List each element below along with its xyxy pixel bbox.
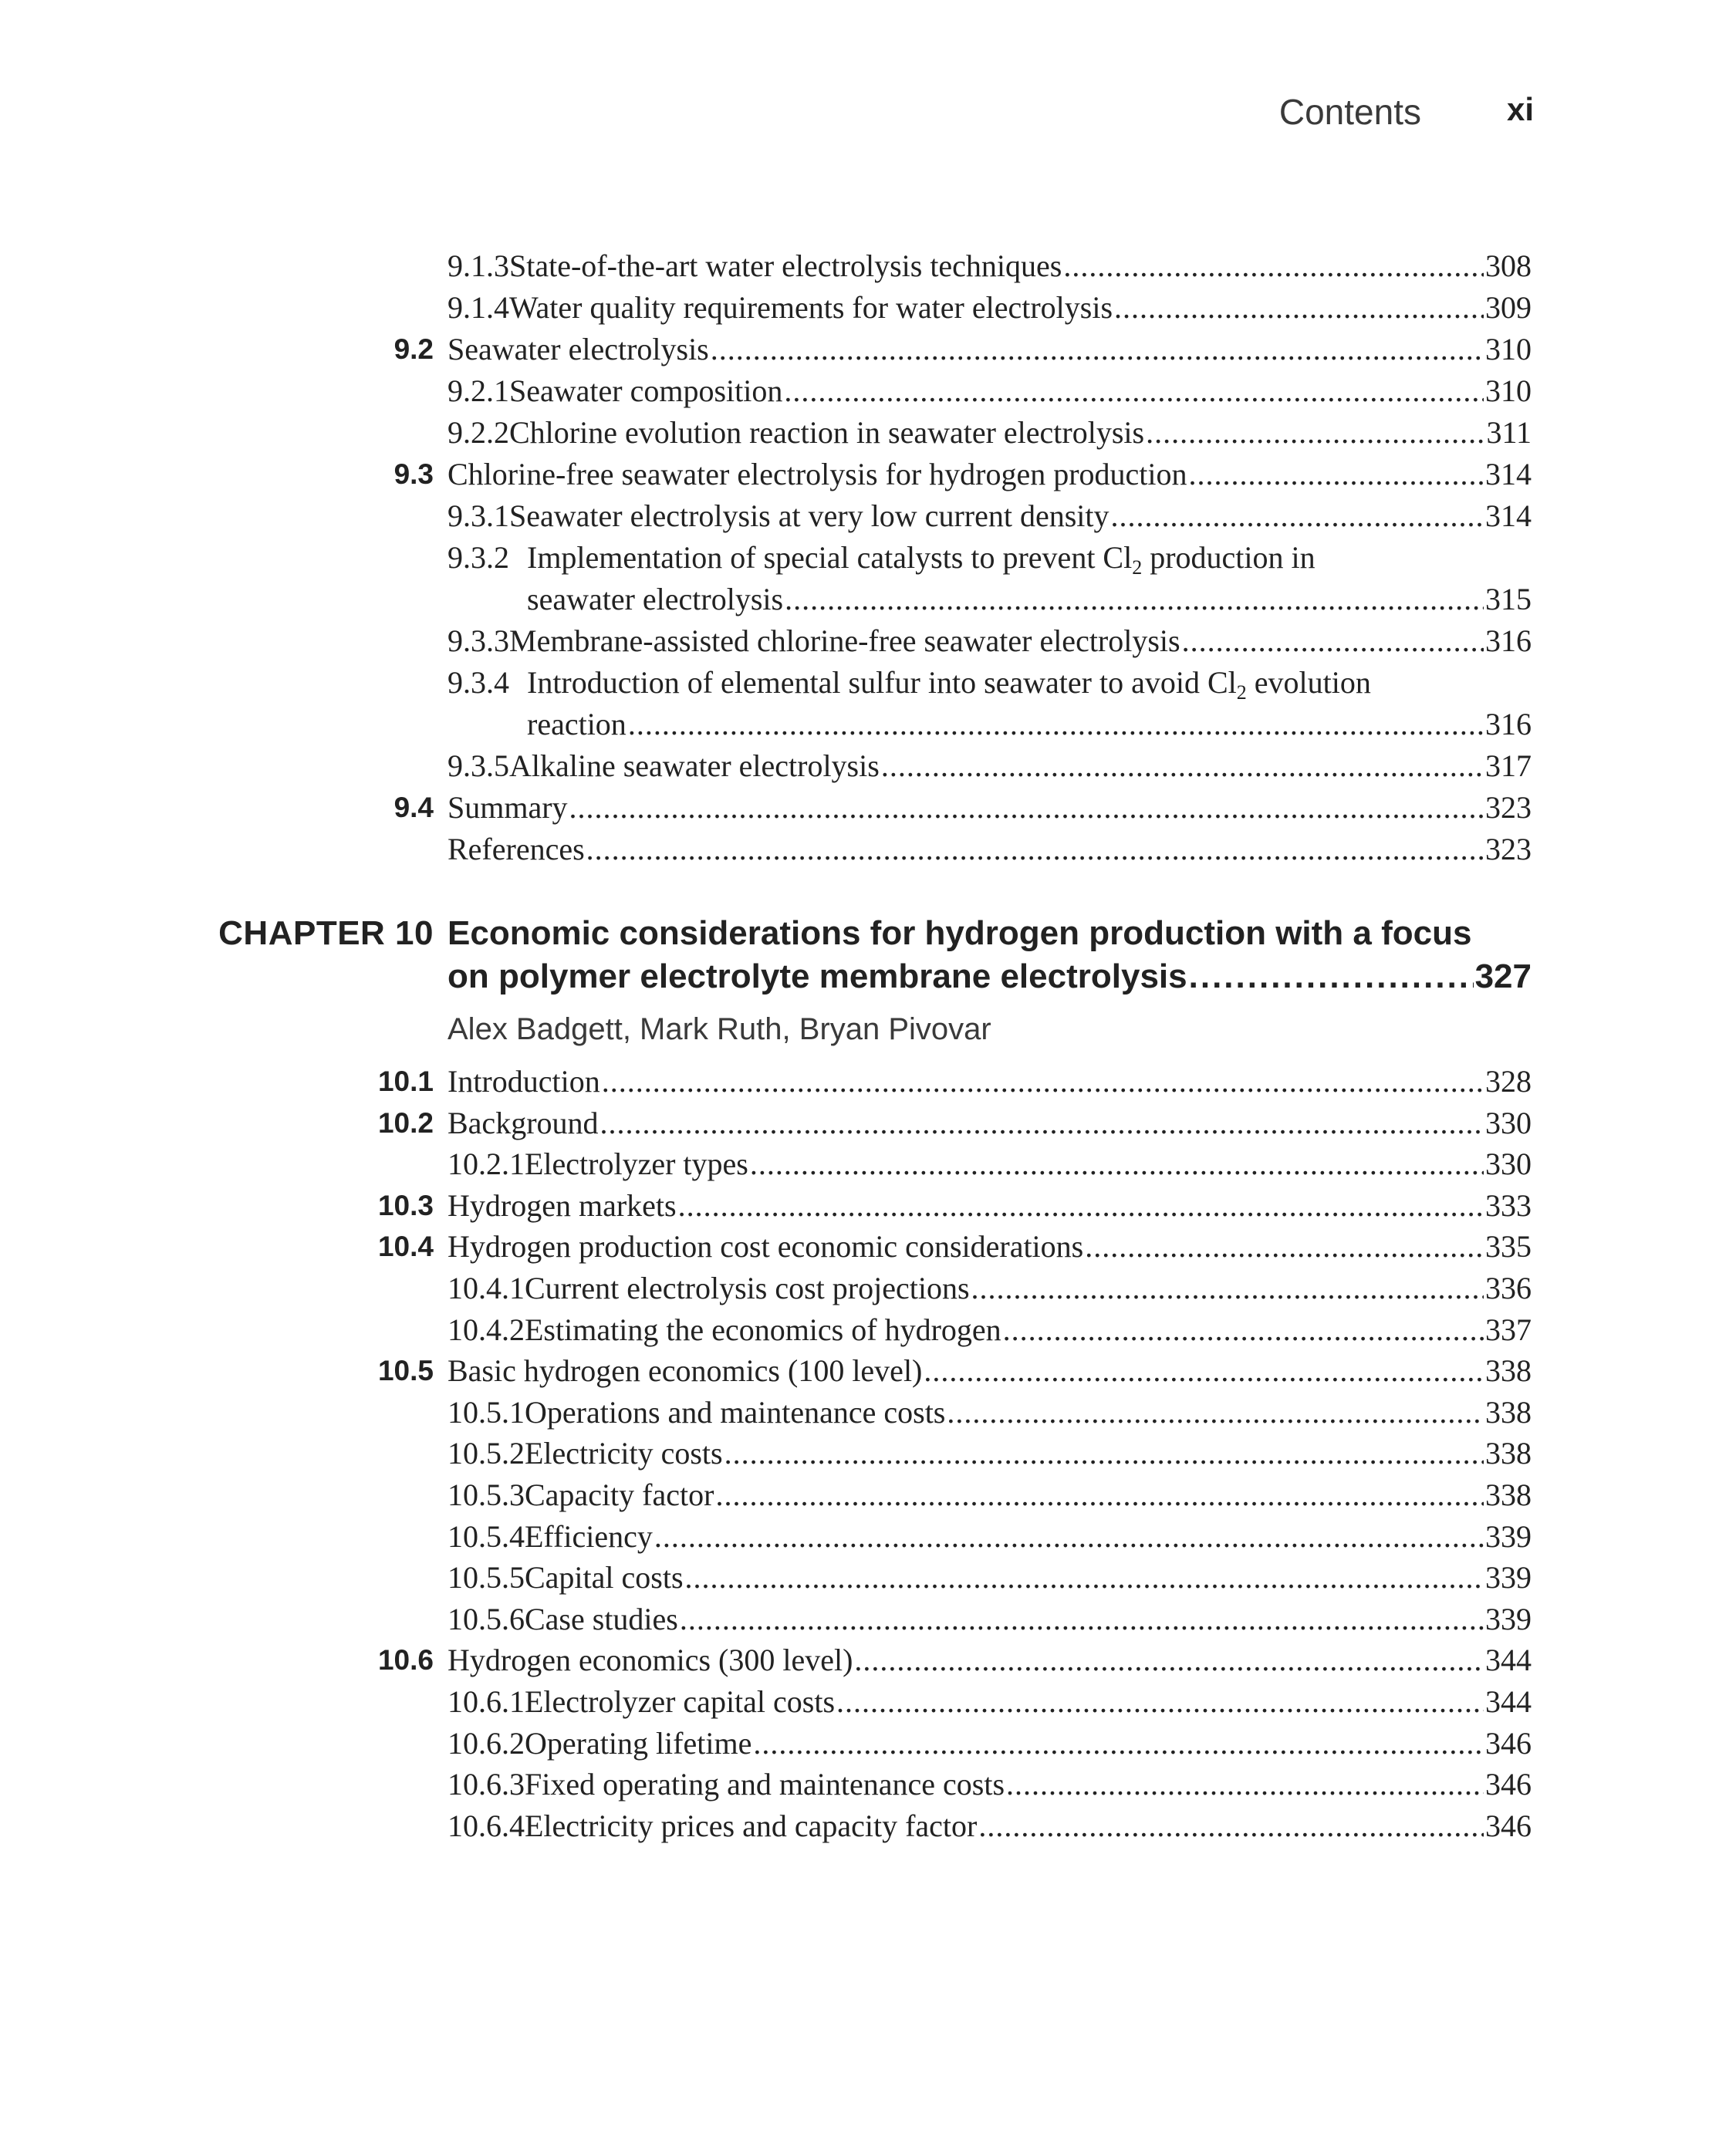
- toc-entry-body: [448, 454, 1532, 495]
- running-head-page-number: xi: [1506, 91, 1534, 127]
- toc-page-number: 338: [1485, 1436, 1532, 1471]
- toc-entry-title: Case studies: [525, 1601, 678, 1636]
- toc-entry-9-3-4-line2[interactable]: [0, 704, 1736, 745]
- toc-entry-body: [448, 495, 1532, 537]
- toc-section-number: 9.2: [393, 333, 434, 365]
- toc-entry-title: Seawater electrolysis: [448, 332, 709, 366]
- toc-page-number: 346: [1485, 1767, 1532, 1802]
- leader-dots: [1006, 1764, 1484, 1805]
- toc-subsection-number: 9.3.3: [448, 623, 509, 658]
- leader-dots: [1189, 454, 1484, 495]
- toc-subsection-number: 10.6.1: [448, 1684, 525, 1719]
- toc-page-number: 339: [1485, 1601, 1532, 1636]
- toc-entry-title: Chlorine-free seawater electrolysis for hydrogen production: [448, 457, 1187, 491]
- toc-entry-title-continued: seawater electrolysis: [527, 582, 784, 616]
- toc-entry-title: Hydrogen economics (300 level): [448, 1643, 853, 1678]
- leader-dots: [680, 1599, 1484, 1640]
- toc-subsection-number: 9.3.1: [448, 498, 509, 533]
- toc-entry-title: Hydrogen markets: [448, 1187, 677, 1223]
- toc-entry-body: [448, 1392, 1532, 1434]
- leader-dots: [1114, 287, 1484, 329]
- toc-entry-title: Introduction: [448, 1064, 600, 1099]
- toc-subsection-number: 10.5.3: [448, 1477, 525, 1512]
- leader-dots: [750, 1143, 1484, 1185]
- leader-dots: [924, 1350, 1484, 1392]
- toc-entry-body: [448, 1268, 1532, 1309]
- toc-entry-9-3-3[interactable]: [0, 620, 1736, 662]
- toc-entry[interactable]: [0, 1433, 1736, 1474]
- leader-dots: [836, 1681, 1484, 1723]
- toc-subsection-number: 10.6.4: [448, 1808, 525, 1843]
- toc-entry-title: State-of-the-art water electrolysis techniques: [509, 248, 1062, 283]
- toc-entry-title: Background: [448, 1105, 599, 1140]
- toc-page-number: 344: [1485, 1643, 1532, 1678]
- toc-page-number: 316: [1485, 707, 1532, 741]
- toc-section-number: 10.1: [377, 1065, 434, 1097]
- toc-entry[interactable]: [0, 1805, 1736, 1847]
- toc-page-number: 338: [1485, 1394, 1532, 1430]
- toc-subsection-number: 9.3.5: [448, 748, 509, 783]
- toc-page-number: 317: [1485, 748, 1532, 783]
- toc-entry[interactable]: [0, 1185, 1736, 1227]
- toc-entry-title: Capacity factor: [525, 1477, 714, 1512]
- toc-subsection-number: 9.1.4: [448, 290, 509, 325]
- toc-entry[interactable]: [0, 454, 1736, 495]
- toc-subsection-number: 10.5.2: [448, 1436, 525, 1471]
- leader-dots: [600, 1103, 1484, 1144]
- toc-subsection-number: 10.6.2: [448, 1725, 525, 1761]
- toc-entry-title: Electricity costs: [525, 1436, 723, 1471]
- toc-entry[interactable]: [0, 745, 1736, 787]
- toc-page-number: 308: [1485, 248, 1532, 283]
- toc-entry-body: [448, 1557, 1532, 1599]
- running-head: [0, 91, 1736, 137]
- toc-section-number: 10.3: [377, 1189, 434, 1221]
- toc-entry-title: Seawater electrolysis at very low current density: [509, 498, 1109, 533]
- leader-dots: [1146, 412, 1484, 454]
- toc-entry[interactable]: [0, 1268, 1736, 1309]
- leader-dots: [1085, 1226, 1484, 1268]
- toc-entry-body: [448, 1805, 1532, 1847]
- toc-entry-title: Basic hydrogen economics (100 level): [448, 1353, 923, 1389]
- toc-entry-title: Operating lifetime: [525, 1725, 752, 1761]
- toc-page-number: 309: [1485, 290, 1532, 325]
- chapter-page-number: 327: [1474, 957, 1532, 995]
- toc-subsection-number: 10.5.6: [448, 1601, 525, 1636]
- toc-page-number: 335: [1485, 1229, 1532, 1265]
- toc-entry-body: [448, 745, 1532, 787]
- toc-entry-body: [448, 287, 1532, 329]
- leader-dots: [678, 1185, 1484, 1227]
- toc-entry-title: Alkaline seawater electrolysis: [509, 748, 880, 783]
- toc-entry-body: [448, 829, 1532, 870]
- toc-entry-body: [448, 1103, 1532, 1144]
- leader-dots: [978, 1805, 1484, 1847]
- toc-page-number: 339: [1485, 1560, 1532, 1596]
- toc-page-number: 328: [1485, 1064, 1532, 1099]
- toc-page-number: 311: [1486, 415, 1532, 450]
- toc-entry[interactable]: [0, 1723, 1736, 1764]
- toc-page-number: 330: [1485, 1105, 1532, 1140]
- toc-entry-body: [448, 1599, 1532, 1640]
- toc-subsection-number: 9.3.2: [448, 540, 509, 575]
- toc-subsection-number: 10.5.5: [448, 1560, 525, 1596]
- toc-page-number: 346: [1485, 1808, 1532, 1843]
- toc-entry[interactable]: [0, 1557, 1736, 1599]
- toc-entry-9-3-4-line1[interactable]: [0, 662, 1736, 704]
- leader-dots: [1182, 620, 1484, 662]
- toc-entry-title: Summary: [448, 790, 568, 825]
- leader-dots: [569, 787, 1484, 829]
- toc-entry[interactable]: [0, 1474, 1736, 1516]
- toc-entry-title-continued: reaction: [527, 707, 627, 741]
- toc-entry-title: Implementation of special catalysts to prevent $Cl_2$ production in: [527, 540, 1316, 579]
- running-head-title: Contents: [1278, 92, 1421, 132]
- toc-entry-body: [448, 1185, 1532, 1227]
- toc-page-number: 310: [1485, 373, 1532, 408]
- chapter-title-line1: Economic considerations for hydrogen production with a focus: [448, 914, 1472, 952]
- toc-entry-body: [448, 245, 1532, 287]
- toc-page-number: 346: [1485, 1725, 1532, 1761]
- toc-page-number: 338: [1485, 1477, 1532, 1512]
- toc-entry-9-3-2-line1[interactable]: [0, 537, 1736, 579]
- leader-dots: [654, 1516, 1484, 1558]
- toc-entry-body: [448, 787, 1532, 829]
- toc-page-number: 314: [1485, 457, 1532, 491]
- leader-dots: [715, 1474, 1484, 1516]
- toc-subsection-number: 9.2.1: [448, 373, 509, 408]
- toc-subsection-number: 9.3.4: [448, 665, 509, 700]
- leader-dots: [753, 1723, 1484, 1764]
- toc-page-number: 315: [1485, 582, 1532, 616]
- toc-section-number: 10.2: [377, 1106, 434, 1139]
- toc-entry[interactable]: [0, 1309, 1736, 1351]
- toc-entry[interactable]: [0, 245, 1736, 287]
- toc-entry-body: [448, 1226, 1532, 1268]
- toc-entry-body: [448, 370, 1532, 412]
- toc-page-number: 323: [1485, 790, 1532, 825]
- leader-dots: [947, 1392, 1484, 1434]
- toc-entry-body: [448, 1433, 1532, 1474]
- toc-entry-title: Chlorine evolution reaction in seawater electrolysis: [509, 415, 1145, 450]
- toc-entry-title: Fixed operating and maintenance costs: [525, 1767, 1005, 1802]
- toc-entry-title: Operations and maintenance costs: [525, 1394, 946, 1430]
- toc-page-number: 338: [1485, 1353, 1532, 1389]
- toc-entry-body: [448, 1350, 1532, 1392]
- toc-subsection-number: 10.5.4: [448, 1518, 525, 1554]
- toc-entry-title: Estimating the economics of hydrogen: [525, 1312, 1001, 1347]
- toc-subsection-number: 10.4.2: [448, 1312, 525, 1347]
- toc-entry-title: Electricity prices and capacity factor: [525, 1808, 978, 1843]
- leader-dots: [1003, 1309, 1484, 1351]
- toc-entry[interactable]: [0, 1681, 1736, 1723]
- toc-page-number: 314: [1485, 498, 1532, 533]
- toc-section-number: 10.5: [377, 1355, 434, 1387]
- leader-dots: [1111, 495, 1484, 537]
- toc-entry[interactable]: [0, 1350, 1736, 1392]
- toc-entry-title: Electrolyzer capital costs: [525, 1684, 836, 1719]
- toc-page-number: 333: [1485, 1187, 1532, 1223]
- toc-section-number: 10.4: [377, 1231, 434, 1263]
- toc-section-number: 10.6: [377, 1644, 434, 1677]
- leader-dots: [685, 1557, 1484, 1599]
- toc-entry[interactable]: [0, 287, 1736, 329]
- toc-page-number: 336: [1485, 1271, 1532, 1305]
- toc-entry[interactable]: [0, 1516, 1736, 1558]
- toc-section-number: 9.3: [393, 458, 434, 490]
- chapter-title-line2-row: [448, 955, 1532, 998]
- toc-page-number: 344: [1485, 1684, 1532, 1719]
- leader-dots: [602, 1061, 1484, 1103]
- toc-entry-body: [448, 329, 1532, 370]
- toc-entry-body: [448, 1143, 1532, 1185]
- toc-page-number: 337: [1485, 1312, 1532, 1347]
- leader-dots: [881, 745, 1484, 787]
- toc-entry-body: [448, 1764, 1532, 1805]
- toc-entry-title: Capital costs: [525, 1560, 684, 1596]
- toc-subsection-number: 9.2.2: [448, 415, 509, 450]
- leader-dots: [586, 829, 1484, 870]
- toc-entry[interactable]: [0, 1640, 1736, 1681]
- chapter-authors: Alex Badgett, Mark Ruth, Bryan Pivovar: [448, 1012, 991, 1046]
- chapter-title-line2: on polymer electrolyte membrane electrolysis: [448, 957, 1187, 995]
- toc-entry-body: [448, 1723, 1532, 1764]
- toc-entry-body: [448, 1640, 1532, 1681]
- toc-entry[interactable]: [0, 1392, 1736, 1434]
- leader-dots: [854, 1640, 1484, 1681]
- toc-page-number: 330: [1485, 1146, 1532, 1182]
- toc-entry-body: [448, 412, 1532, 454]
- chapter-title[interactable]: [448, 912, 1532, 998]
- toc-entry[interactable]: [0, 412, 1736, 454]
- toc-entry[interactable]: [0, 1103, 1736, 1144]
- toc-entry-title: Membrane-assisted chlorine-free seawater electrolysis: [509, 623, 1180, 658]
- toc-subsection-number: 10.2.1: [448, 1146, 525, 1182]
- toc-page-number: 323: [1485, 832, 1532, 866]
- leader-dots: [785, 579, 1484, 620]
- toc-entry[interactable]: [0, 329, 1736, 370]
- toc-entry-title: Current electrolysis cost projections: [525, 1271, 970, 1305]
- toc-entry[interactable]: [0, 370, 1736, 412]
- toc-entry[interactable]: [0, 1143, 1736, 1185]
- toc-entry-body: [448, 1309, 1532, 1351]
- toc-entry-title: Introduction of elemental sulfur into seawater to avoid $Cl_2$ evolution: [527, 665, 1371, 704]
- leader-dots: [784, 370, 1484, 412]
- toc-entry-title: Hydrogen production cost economic considerations: [448, 1229, 1084, 1265]
- toc-entry-body: [448, 1681, 1532, 1723]
- toc-page-number: 316: [1485, 623, 1532, 658]
- leader-dots: [711, 329, 1484, 370]
- leader-dots: [1063, 245, 1484, 287]
- leader-dots: [724, 1433, 1484, 1474]
- leader-dots: [628, 704, 1484, 745]
- toc-entry-title: Efficiency: [525, 1518, 653, 1554]
- toc-entry[interactable]: [0, 1226, 1736, 1268]
- chapter-label: CHAPTER 10: [218, 914, 434, 952]
- toc-entry-title: Seawater composition: [509, 373, 783, 408]
- toc-entry[interactable]: [0, 787, 1736, 829]
- toc-entry[interactable]: [0, 495, 1736, 537]
- toc-entry-title: Water quality requirements for water electrolysis: [509, 290, 1113, 325]
- toc-subsection-number: 9.1.3: [448, 248, 509, 283]
- toc-entry-title: Electrolyzer types: [525, 1146, 748, 1182]
- toc-subsection-number: 10.4.1: [448, 1271, 525, 1305]
- toc-entry-body: [448, 1061, 1532, 1103]
- leader-dots: [971, 1268, 1484, 1309]
- toc-subsection-number: 10.5.1: [448, 1394, 525, 1430]
- toc-page-number: 339: [1485, 1518, 1532, 1554]
- toc-subsection-number: 10.6.3: [448, 1767, 525, 1802]
- toc-entry[interactable]: [0, 829, 1736, 870]
- toc-entry[interactable]: [0, 1599, 1736, 1640]
- toc-entry[interactable]: [0, 1061, 1736, 1103]
- toc-page-number: 310: [1485, 332, 1532, 366]
- toc-entry-body: [448, 1516, 1532, 1558]
- toc-entry-title: References: [448, 832, 585, 866]
- toc-entry-9-3-2-line2[interactable]: [0, 579, 1736, 620]
- toc-entry[interactable]: [0, 1764, 1736, 1805]
- toc-section-number: 9.4: [393, 792, 434, 823]
- toc-entry-body: [448, 1474, 1532, 1516]
- leader-dots: [1189, 955, 1474, 998]
